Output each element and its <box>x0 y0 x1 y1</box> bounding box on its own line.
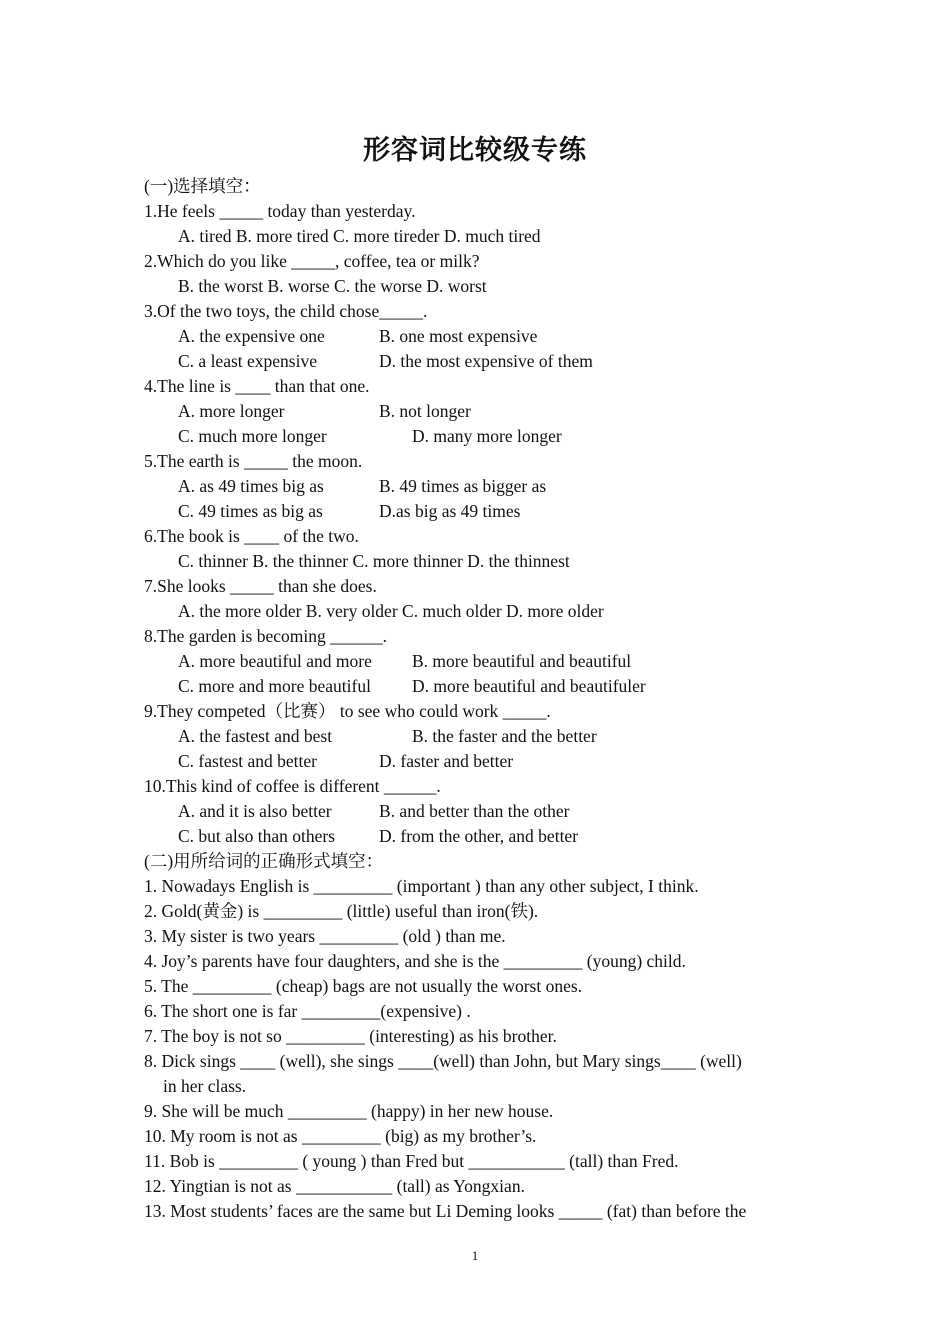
fill-item: 5. The _________ (cheap) bags are not usually the worst ones. <box>144 976 583 996</box>
option: A. and it is also better <box>178 801 332 821</box>
question-stem: 4.The line is ____ than that one. <box>144 376 370 396</box>
option: C. 49 times as big as <box>178 501 323 521</box>
question-stem: 6.The book is ____ of the two. <box>144 526 359 546</box>
option: B. and better than the other <box>379 801 570 821</box>
fill-item: 2. Gold(黄金) is _________ (little) useful than iron(铁). <box>144 901 539 921</box>
page-title: 形容词比较级专练 <box>363 135 587 166</box>
option: D. the most expensive of them <box>379 351 593 371</box>
question-stem: 8.The garden is becoming ______. <box>144 626 388 646</box>
option: C. fastest and better <box>178 751 317 771</box>
option: A. more longer <box>178 401 285 421</box>
fill-item: 13. Most students’ faces are the same but Li Deming looks _____ (fat) than before the <box>144 1201 747 1221</box>
option: C. much more longer <box>178 426 327 446</box>
question-options: A. tired B. more tired C. more tireder D. much tired <box>178 226 541 246</box>
fill-item: 4. Joy’s parents have four daughters, and she is the _________ (young) child. <box>144 951 686 971</box>
option: C. a least expensive <box>178 351 317 371</box>
section-heading-fill: (二)用所给词的正确形式填空： <box>144 851 384 871</box>
option: A. the fastest and best <box>178 726 333 746</box>
question-stem: 9.They competed（比赛） to see who could work _____. <box>144 701 551 721</box>
option: D. more beautiful and beautifuler <box>412 676 646 696</box>
question-stem: 10.This kind of coffee is different ______. <box>144 776 441 796</box>
option: B. the faster and the better <box>412 726 597 746</box>
question-stem: 1.He feels _____ today than yesterday. <box>144 201 416 221</box>
option: B. 49 times as bigger as <box>379 476 547 496</box>
option: C. more and more beautiful <box>178 676 371 696</box>
option: A. more beautiful and more <box>178 651 372 671</box>
fill-item: 11. Bob is _________ ( young ) than Fred but ___________ (tall) than Fred. <box>144 1151 679 1171</box>
question-options: B. the worst B. worse C. the worse D. worst <box>178 276 487 296</box>
fill-item-continuation: in her class. <box>163 1076 247 1096</box>
question-stem: 5.The earth is _____ the moon. <box>144 451 363 471</box>
fill-item: 3. My sister is two years _________ (old ) than me. <box>144 926 506 946</box>
option: A. as 49 times big as <box>178 476 324 496</box>
fill-item: 1. Nowadays English is _________ (important ) than any other subject, I think. <box>144 876 699 896</box>
option: D. many more longer <box>412 426 562 446</box>
option: A. the expensive one <box>178 326 325 346</box>
fill-item: 10. My room is not as _________ (big) as my brother’s. <box>144 1126 537 1146</box>
option: D. from the other, and better <box>379 826 579 846</box>
fill-item: 12. Yingtian is not as ___________ (tall) as Yongxian. <box>144 1176 525 1196</box>
fill-item: 6. The short one is far _________(expensive) . <box>144 1001 471 1021</box>
question-options: A. the more older B. very older C. much older D. more older <box>178 601 604 621</box>
fill-item: 7. The boy is not so _________ (interesting) as his brother. <box>144 1026 557 1046</box>
fill-item: 8. Dick sings ____ (well), she sings ____(well) than John, but Mary sings____ (well) <box>144 1051 742 1071</box>
option: C. but also than others <box>178 826 335 846</box>
question-options: C. thinner B. the thinner C. more thinner D. the thinnest <box>178 551 570 571</box>
option: B. one most expensive <box>379 326 538 346</box>
section-heading-choice: (一)选择填空： <box>144 176 261 196</box>
page-number: 1 <box>471 1248 479 1263</box>
option: B. not longer <box>379 401 471 421</box>
option: D.as big as 49 times <box>379 501 521 521</box>
fill-item: 9. She will be much _________ (happy) in her new house. <box>144 1101 554 1121</box>
question-stem: 3.Of the two toys, the child chose_____. <box>144 301 428 321</box>
option: D. faster and better <box>379 751 514 771</box>
option: B. more beautiful and beautiful <box>412 651 632 671</box>
question-stem: 2.Which do you like _____, coffee, tea or milk? <box>144 251 480 271</box>
question-stem: 7.She looks _____ than she does. <box>144 576 377 596</box>
